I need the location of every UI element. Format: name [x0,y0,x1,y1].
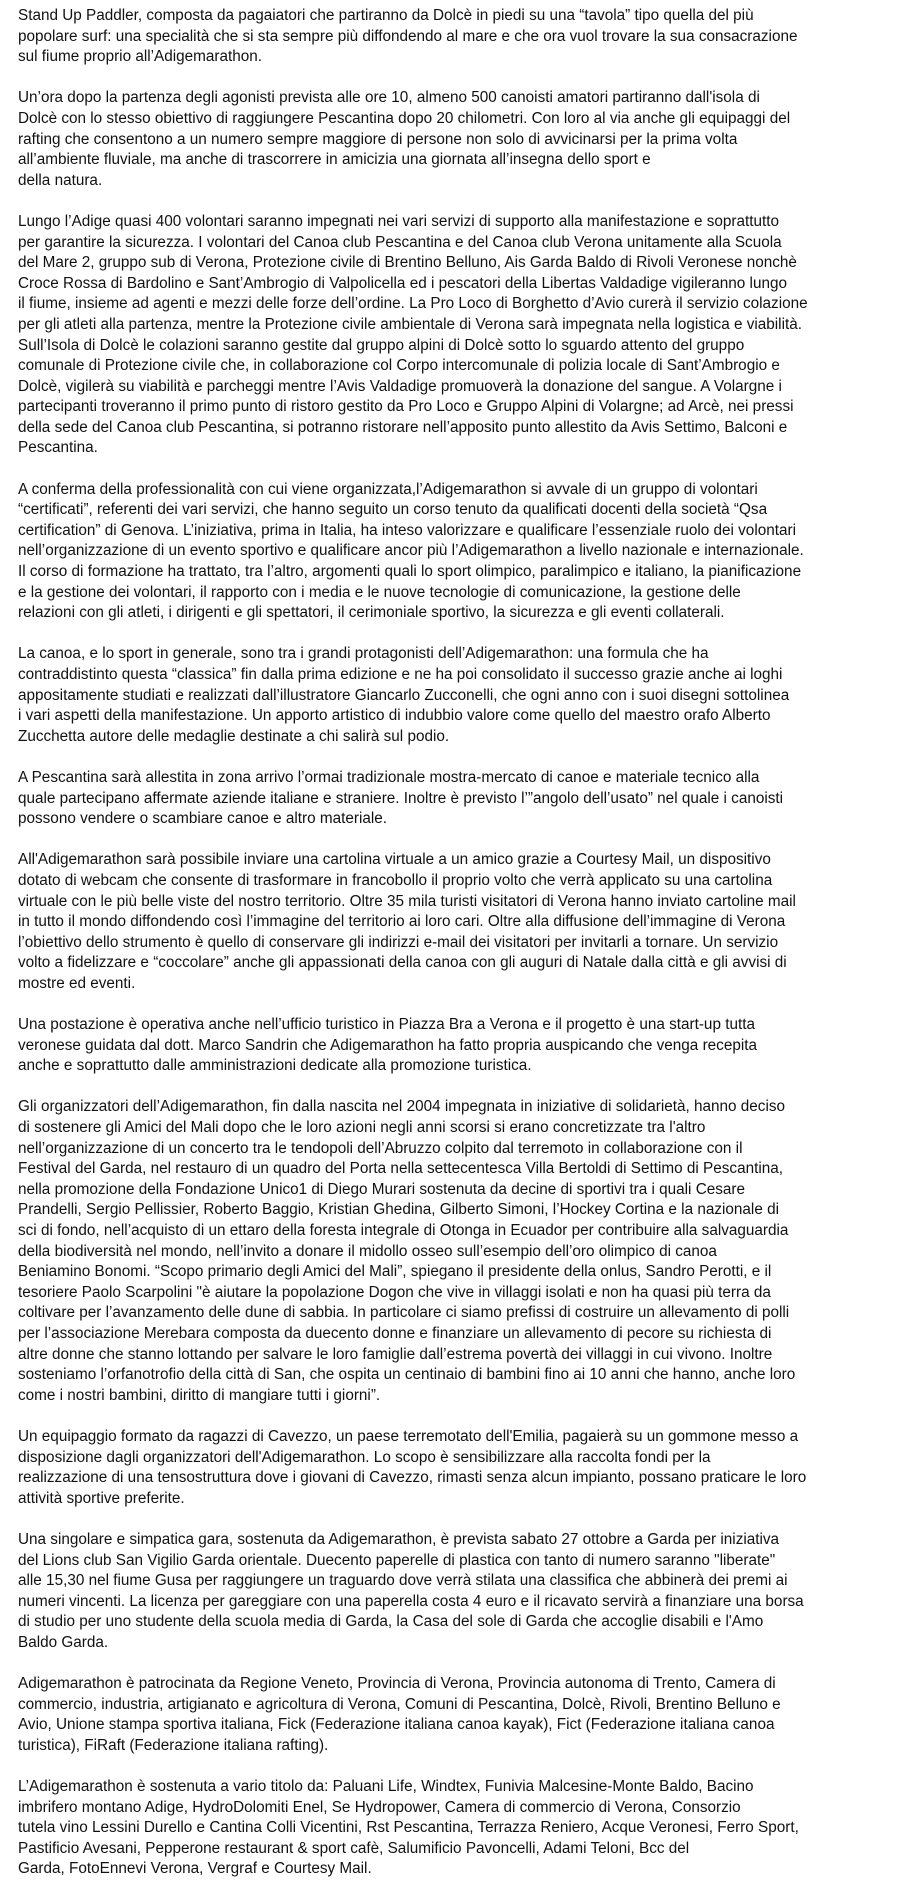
paragraph-sponsors: L’Adigemarathon è sostenuta a vario titolo da: Paluani Life, Windtex, Funivia Malcesine-Monte Baldo, Bacino imbrifero montano Adige, HydroDolomiti Enel, Se Hydropower, Camera di commercio di Verona, Consorzio tutela vino Lessini Durello e Cantina Colli Vicentini, Rst Pescantina, Terrazza Reniero, Acque Veronesi, Ferro Sport, Pastificio Avesani, Pepperone restaurant & sport cafè, Salumificio Pavoncelli, Adami Teloni, Bcc del Garda, FotoEnnevi Verona, Vergraf e Courtesy Mail. [18,1778,799,1878]
paragraph-canoeists-start: Un’ora dopo la partenza degli agonisti prevista alle ore 10, almeno 500 canoisti amatori partiranno dall'isola di Dolcè con lo stesso obiettivo di raggiungere Pescantina dopo 20 chilometri. Con loro al via anche gli equipaggi del rafting che consentono a un numero sempre maggiore di persone non solo di avvicinarsi per la prima volta all’ambiente fluviale, ma anche di trascorrere in amicizia una giornata all’insegna dello sport e della natura. [18,89,791,189]
paragraph-cavezzo-crew: Un equipaggio formato da ragazzi di Cavezzo, un paese terremotato dell'Emilia, pagaierà su un gommone messo a disposizione dagli organizzatori dell'Adigemarathon. Lo scopo è sensibilizzare alla raccolta fondi per la realizzazione di una tensostruttura dove i giovani di Cavezzo, rimasti senza alcun impianto, possano praticare le loro attività sportive preferite. [18,1427,807,1507]
paragraph-canoe-market: A Pescantina sarà allestita in zona arrivo l’ormai tradizionale mostra-mercato di canoe e materiale tecnico alla quale partecipano affermate aziende italiane e straniere. Inoltre è previsto l’”angolo dell’usato” nel quale i canoisti possono vendere o scambiare canoe e altro materiale. [18,768,784,828]
paragraph-patronage: Adigemarathon è patrocinata da Regione Veneto, Provincia di Verona, Provincia autonoma di Trento, Camera di commercio, industria, artigianato e agricoltura di Verona, Comuni di Pescantina, Dolcè, Rivoli, Brentino Belluno e Avio, Unione stampa sportiva italiana, Fick (Federazione italiana canoa kayak), Fict (Federazione italiana canoa turistica), FiRaft (Federazione italiana rafting). [18,1675,781,1754]
paragraph-amici-del-mali: Gli organizzatori dell’Adigemarathon, fin dalla nascita nel 2004 impegnata in iniziative di solidarietà, hanno deciso di sostenere gli Amici del Mali dopo che le loro azioni negli anni scorsi si erano concretizzate tra l'altro nell’organizzazione di un concerto tra le tendopoli dell’Abruzzo colpito dal terremoto in collaborazione con il Festival del Garda, nel restauro di un quadro del Porta nella settecentesca Villa Bertoldi di Settimo di Pescantina, nella promozione della Fondazione Unico1 di Diego Murari sostenuta da decine di sportivi tra i quali Cesare Prandelli, Sergio Pellissier, Roberto Baggio, Kristian Ghedina, Gilberto Simoni, l’Hockey Cortina e la nazionale di sci di fondo, nell’acquisto di un ettaro della foresta integrale di Otonga in Ecuador per contribuire alla salvaguardia della biodiversità nel mondo, nell’invito a donare il midollo osseo sull’esempio dell’oro olimpico di canoa Beniamino Bonomi. “Scopo primario degli Amici del Mali”, spiegano il presidente della onlus, Sandro Perotti, e il tesoriere Paolo Scarpolini "è aiutare la popolazione Dogon che vive in villaggi isolati e non ha quasi più terra da coltivare per l’avanzamento delle dune di sabbia. In particolare ci siamo prefissi di costruire un allevamento di polli per l’associazione Merebara composta da duecento donne e finanziare un allevamento di pecore su richiesta di altre donne che stanno lottando per salvare le loro famiglie dall’estrema povertà dei villaggi in cui vivono. Inoltre sosteniamo l’orfanotrofio della città di San, che ospita un centinaio di bambini fino ai 10 anni che hanno, anche loro come i nostri bambini, diritto di mangiare tutti i giorni”. [18,1098,796,1404]
paragraph-stand-up-paddler: Stand Up Paddler, composta da pagaiatori che partiranno da Dolcè in piedi su una “tavola” tipo quella del più popolare surf: una specialità che si sta sempre più diffondendo al mare e che ora vuol trovare la sua consacrazione sul fiume proprio all’Adigemarathon. [18,7,798,66]
paragraph-tourist-office: Una postazione è operativa anche nell’ufficio turistico in Piazza Bra a Verona e il progetto è una start-up tutta veronese guidata dal dott. Marco Sandrin che Adigemarathon ha fatto propria auspicando che venga recepita anche e soprattutto dalle amministrazioni dedicate alla promozione turistica. [18,1016,757,1075]
paragraph-volunteers: Lungo l’Adige quasi 400 volontari saranno impegnati nei vari servizi di supporto alla manifestazione e soprattutto per garantire la sicurezza. I volontari del Canoa club Pescantina e del Canoa club Verona unitamente alla Scuola del Mare 2, gruppo sub di Verona, Protezione civile di Brentino Belluno, Ais Garda Baldo di Rivoli Veronese nonchè Croce Rossa di Bardolino e Sant’Ambrogio di Valpolicella ed i pescatori della Libertas Valdadige vigileranno lungo il fiume, insieme ad agenti e mezzi delle forze dell’ordine. La Pro Loco di Borghetto d’Avio curerà il servizio colazione per gli atleti alla partenza, mentre la Protezione civile ambientale di Verona sarà impegnata nella logistica e viabilità. Sull’Isola di Dolcè le colazioni saranno gestite dal gruppo alpini di Dolcè sotto lo sguardo attento del gruppo comunale di Protezione civile che, in collaborazione col Corpo intercomunale di polizia locale di Sant’Ambrogio e Dolcè, vigilerà su viabilità e parcheggi mentre l’Avis Valdadige promuoverà la donazione del sangue. A Volargne i partecipanti troveranno il primo punto di ristoro gestito da Pro Loco e Gruppo Alpini di Volargne; ad Arcè, nei pressi della sede del Canoa club Pescantina, si potranno ristorare nell’apposito punto allestito da Avis Settimo, Balconi e Pescantina. [18,212,808,457]
paragraph-courtesy-mail: All'Adigemarathon sarà possibile inviare una cartolina virtuale a un amico grazie a Courtesy Mail, un dispositivo dotato di webcam che consente di trasformare in francobollo il proprio volto che verrà applicato su una cartolina virtuale con le più belle viste del nostro territorio. Oltre 35 mila turisti visitatori di Verona hanno inviato cartoline mail in tutto il mondo diffondendo così l’immagine del territorio ai loro cari. Oltre alla diffusione dell’immagine di Verona l’obiettivo dello strumento è quello di conservare gli indirizzi e-mail dei visitatori per invitarli a tornare. Un servizio volto a fidelizzare e “coccolare” anche gli appassionati della canoa con gli auguri di Natale dalla città e gli avvisi di mostre ed eventi. [18,851,796,992]
paragraph-canoe-art: La canoa, e lo sport in generale, sono tra i grandi protagonisti dell’Adigemarathon: una formula che ha contraddistinto questa “classica” fin dalla prima edizione e ne ha poi consolidato il successo grazie anche ai loghi appositamente studiati e realizzati dall’illustratore Giancarlo Zucconelli, che ogni anno con i suoi disegni sottolinea i vari aspetti della manifestazione. Un apporto artistico di indubbio valore come quello del maestro orafo Alberto Zucchetta autore delle medaglie destinate a chi salirà sul podio. [18,645,790,745]
paragraph-duck-race: Una singolare e simpatica gara, sostenuta da Adigemarathon, è prevista sabato 27 ottobre a Garda per iniziativa del Lions club San Vigilio Garda orientale. Duecento paperelle di plastica con tanto di numero saranno "liberate" alle 15,30 nel fiume Gusa per raggiungere un traguardo dove verrà stilata una classifica che abbinerà dei premi ai numeri vincenti. La licenza per gareggiare con una paperella costa 4 euro e il ricavato servirà a finanziare una borsa di studio per uno studente della scuola media di Garda, la Casa del sole di Garda che accoglie disabili e l'Amo Baldo Garda. [18,1530,804,1651]
paragraph-certified-volunteers: A conferma della professionalità con cui viene organizzata,l’Adigemarathon si avvale di un gruppo di volontari “certificati”, referenti dei vari servizi, che hanno seguito un corso tenuto da qualificati docenti della società “Qsa certification” di Genova. L’iniziativa, prima in Italia, ha inteso valorizzare e qualificare l’essenziale ruolo dei volontari nell’organizzazione di un evento sportivo e qualificare ancor più l’Adigemarathon a livello nazionale e internazionale. Il corso di formazione ha trattato, tra l’altro, argomenti quali lo sport olimpico, paralimpico e italiano, la pianificazione e la gestione dei volontari, il rapporto con i media e le nuove tecnologie di comunicazione, la gestione delle relazioni con gli atleti, i dirigenti e gli spettatori, il cerimoniale sportivo, la sicurezza e gli eventi collaterali. [18,480,804,622]
